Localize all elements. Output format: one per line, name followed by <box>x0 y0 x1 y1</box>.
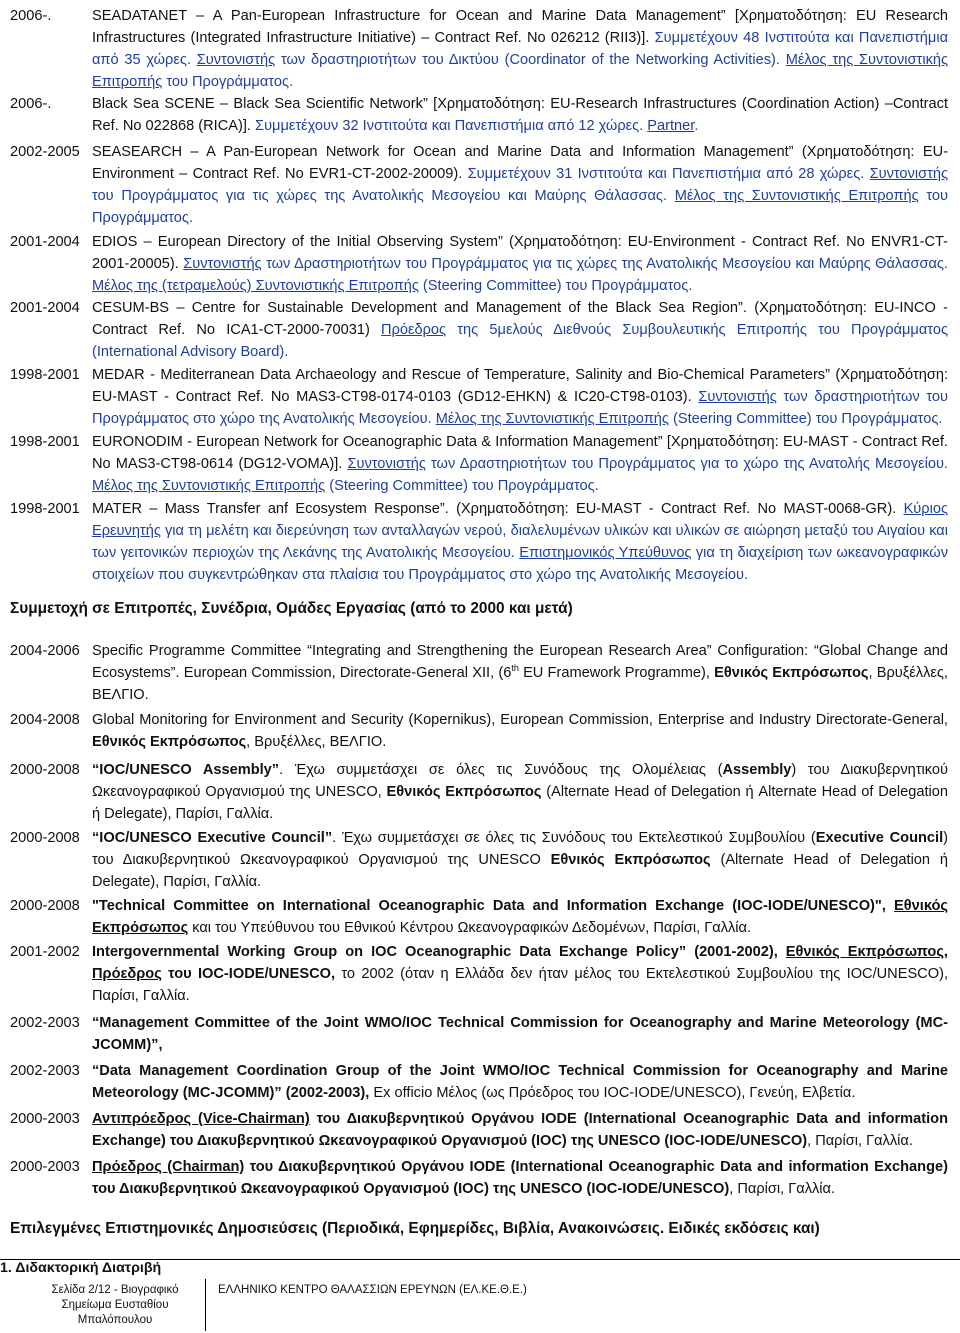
project-period: 2001-2004 <box>10 300 80 316</box>
committee-period: 2004-2006 <box>10 643 80 659</box>
committee-description: “Management Committee of the Joint WMO/IOC Technical Commission for Oceanography and Marine Meteorology (MC-JCOMM)”, <box>92 1015 948 1053</box>
section-heading-publications: Επιλεγμένες Επιστημονικές Δημοσιεύσεις (Περιοδικά, Εφημερίδες, Βιβλία, Ανακοινώσεις. Ειδικές εκδόσεις και) <box>10 1220 820 1237</box>
project-period: 1998-2001 <box>10 434 80 450</box>
committee-entry <box>10 895 948 939</box>
role-label: Κύριος Ερευνητής <box>92 501 948 539</box>
committee-entry <box>10 759 948 825</box>
footer-divider <box>205 1279 206 1331</box>
committee-entry <box>10 827 948 893</box>
role-label: Συντονιστής <box>183 256 262 272</box>
page-footer <box>0 1259 960 1333</box>
role-label: Μέλος της Συντονιστικής Επιτροπής <box>92 52 949 90</box>
project-description: CESUM-BS – Centre for Sustainable Development and Management of the Black Sea Region”. (Χρηματοδότηση: EU-INCO - Contract Ref. No ICA1-CT-2000-70031) Πρόεδρος της 5μελούς Διεθνούς Συμβουλευτικής Επιτροπής του Προγράμματος (International Advisory Board). <box>92 300 948 360</box>
project-entry <box>10 5 948 93</box>
section-heading-committees: Συμμετοχή σε Επιτροπές, Συνέδρια, Ομάδες Εργασίας (από το 2000 και μετά) <box>10 600 573 617</box>
committee-period: 2001-2002 <box>10 944 80 960</box>
project-description: MATER – Mass Transfer anf Ecosystem Response”. (Χρηματοδότηση: EU-MAST - Contract Ref. No MAST-0068-GR). Κύριος Ερευνητής για τη μελέτη και διερεύνηση των ανταλλαγών νερού, διαλελυμένων υλικών και υλικών σε αιώρηση μεταξύ του Αιγαίου και των γειτονικών περιοχών της Λεκάνης της Ανατολικής Μεσογείου. Επιστημονικός Υπεύθυνος για τη διαχείριση των ωκεανογραφικών στοιχείων που συγκεντρώθηκαν στα πλαίσια του Προγράμματος στο χώρο της Ανατολικής Μεσογείου. <box>92 501 948 583</box>
project-description: EDIOS – European Directory of the Initial Observing System” (Χρηματοδότηση: EU-Environment - Contract Ref. No ENVR1-CT-2001-20005). Συντονιστής των Δραστηριοτήτων του Προγράμματος για τις χώρες της Ανατολικής Μεσογείου και Μαύρης Θάλασσας. Μέλος της (τετραμελούς) Συντονιστικής Επιτροπής (Steering Committee) του Προγράμματος. <box>92 234 948 294</box>
project-entry <box>10 141 948 229</box>
committee-entry <box>10 640 948 706</box>
project-period: 1998-2001 <box>10 367 80 383</box>
project-entry <box>10 93 948 137</box>
committee-description: Global Monitoring for Environment and Security (Kopernikus), European Commission, Enterprise and Industry Directorate-General, Εθνικός Εκπρόσωπος, Βρυξέλλες, ΒΕΛΓΙΟ. <box>92 712 948 750</box>
project-description: SEASEARCH – A Pan-European Network for Ocean and Marine Data and Information Management” (Χρηματοδότηση: EU-Environment – Contract Ref. No EVR1-CT-2002-20009). Συμμετέχουν 31 Ινστιτούτα και Πανεπιστήμια από 28 χώρες. Συντονιστής του Προγράμματος για τις χώρες της Ανατολικής Μεσογείου και Μαύρης Θάλασσας. Μέλος της Συντονιστικής Επιτροπής του Προγράμματος. <box>92 144 949 226</box>
committee-entry <box>10 709 948 753</box>
project-entry <box>10 498 948 586</box>
committee-description: “IOC/UNESCO Assembly”. Έχω συμμετάσχει σε όλες τις Συνόδους της Ολομέλειας (Assembly) του Διακυβερνητικού Ωκεανογραφικού Οργανισμού της UNESCO, Εθνικός Εκπρόσωπος (Alternate Head of Delegation ή Alternate Head of Delegation ή Delegate), Παρίσι, Γαλλία. <box>92 762 949 822</box>
committee-period: 2000-2008 <box>10 898 80 914</box>
role-label: Συντονιστής <box>347 456 426 472</box>
committee-description: Specific Programme Committee “Integrating and Strengthening the European Research Area” Configuration: “Global Change and Ecosystems”. European Commission, Directorate-General XII, (6th EU Framework Programme), Εθνικός Εκπρόσωπος, Βρυξέλλες, ΒΕΛΓΙΟ. <box>92 643 948 703</box>
committee-period: 2000-2008 <box>10 830 80 846</box>
role-label: Πρόεδρος <box>381 322 447 338</box>
committee-period: 2000-2003 <box>10 1159 80 1175</box>
project-period: 1998-2001 <box>10 501 80 517</box>
project-period: 2001-2004 <box>10 234 80 250</box>
project-description: Black Sea SCENE – Black Sea Scientific Network” [Χρηματοδότηση: EU-Research Infrastructures (Coordination Action) –Contract Ref. No 022868 (RICA)]. Συμμετέχουν 32 Ινστιτούτα και Πανεπιστήμια από 12 χώρες. Partner. <box>92 96 948 134</box>
committee-description: Αντιπρόεδρος (Vice-Chairman) του Διακυβερνητικού Οργάνου IODE (International Oceanographic Data and information Exchange) του Διακυβερνητικού Ωκεανογραφικού Οργανισμού (IOC) της UNESCO (IOC-IODE/UNESCO), Παρίσι, Γαλλία. <box>92 1111 948 1149</box>
role-label: Συντονιστής <box>196 52 276 68</box>
project-description: SEADATANET – A Pan-European Infrastructure for Ocean and Marine Data Management” [Χρηματοδότηση: EU Research Infrastructures (Integrated Infrastructure Initiative) – Contract Ref. No 026212 (RII3)]. Συμμετέχουν 48 Ινστιτούτα και Πανεπιστήμια από 35 χώρες. Συντονιστής των δραστηριοτήτων του Δικτύου (Coordinator of the Networking Activities). Μέλος της Συντονιστικής Επιτροπής του Προγράμματος. <box>92 8 949 90</box>
project-entry <box>10 431 948 497</box>
committee-entry <box>10 941 948 1007</box>
thesis-heading: 1. Διδακτορική Διατριβή <box>0 1260 162 1276</box>
project-description: EURONODIM - European Network for Oceanographic Data & Information Management” [Χρηματοδότηση: EU-MAST - Contract Ref. No MAS3-CT98-0614 (DG12-VOMA)]. Συντονιστής των Δραστηριοτήτων του Προγράμματος για το χώρο της Ανατολής Μεσογείου. Μέλος της Συντονιστικής Επιτροπής (Steering Committee) του Προγράμματος. <box>92 434 948 494</box>
committee-entry <box>10 1060 948 1104</box>
committee-description: "Technical Committee on International Oceanographic Data and Information Exchange (IOC-IODE/UNESCO)", Εθνικός Εκπρόσωπος και του Υπεύθυνου του Εθνικού Κέντρου Ωκεανογραφικών Δεδομένων, Παρίσι, Γαλλία. <box>92 898 948 936</box>
committee-description: “Data Management Coordination Group of the Joint WMO/IOC Technical Commission for Oceanography and Marine Meteorology (MC-JCOMM)” (2002-2003), Ex officio Μέλος (ως Πρόεδρος του IOC-IODE/UNESCO), Γενεύη, Ελβετία. <box>92 1063 948 1101</box>
project-period: 2006-. <box>10 8 52 24</box>
committee-description: Intergovernmental Working Group on IOC Oceanographic Data Exchange Policy” (2001-2002), Εθνικός Εκπρόσωπος, Πρόεδρος του IOC-IODE/UNESCO, το 2002 (όταν η Ελλάδα δεν ήταν μέλος του Εκτελεστικού Συμβουλίου της IOC/UNESCO), Παρίσι, Γαλλία. <box>92 944 948 1004</box>
project-description: MEDAR - Mediterranean Data Archaeology and Rescue of Temperature, Salinity and Bio-Chemical Parameters” (Χρηματοδότηση: EU-MAST - Contract Ref. No MAS3-CT98-0174-0103 (GD12-EHKN) & IC20-CT98-0103). Συντονιστής των δραστηριοτήτων του Προγράμματος στο χώρο της Ανατολικής Μεσογείου. Μέλος της Συντονιστικής Επιτροπής (Steering Committee) του Προγράμματος. <box>92 367 948 427</box>
committee-entry <box>10 1012 948 1056</box>
project-entry <box>10 231 948 297</box>
project-entry <box>10 297 948 363</box>
committee-period: 2000-2003 <box>10 1111 80 1127</box>
project-period: 2006-. <box>10 96 52 112</box>
role-label: Partner <box>647 118 695 134</box>
committee-entry <box>10 1156 948 1200</box>
footer-page-info: Σελίδα 2/12 - Βιογραφικό Σημείωμα Ευσταθίου Μπαλόπουλου <box>51 1284 179 1326</box>
committee-description: “IOC/UNESCO Executive Council”. Έχω συμμετάσχει σε όλες τις Συνόδους του Εκτελεστικού Συμβουλίου (Executive Council) του Διακυβερνητικού Ωκεανογραφικού Οργανισμού της UNESCO Εθνικός Εκπρόσωπος (Alternate Head of Delegation ή Delegate), Παρίσι, Γαλλία. <box>92 830 949 890</box>
role-label: Μέλος της Συντονιστικής Επιτροπής <box>435 411 669 427</box>
committee-entry <box>10 1108 948 1152</box>
committee-period: 2000-2008 <box>10 762 80 778</box>
committee-period: 2004-2008 <box>10 712 80 728</box>
committee-description: Πρόεδρος (Chairman) του Διακυβερνητικού Οργάνου IODE (International Oceanographic Data and information Exchange) του Διακυβερνητικού Ωκεανογραφικού Οργανισμού (IOC) της UNESCO (IOC-IODE/UNESCO), Παρίσι, Γαλλία. <box>92 1159 948 1197</box>
role-label: Μέλος της Συντονιστικής Επιτροπής <box>674 188 919 204</box>
role-label: Συντονιστής <box>869 166 948 182</box>
project-period: 2002-2005 <box>10 144 80 160</box>
role-label: Συντονιστής <box>698 389 777 405</box>
project-entry <box>10 364 948 430</box>
role-label: Μέλος της Συντονιστικής Επιτροπής <box>92 478 326 494</box>
role-label: Επιστημονικός Υπεύθυνος <box>519 545 692 561</box>
committee-period: 2002-2003 <box>10 1063 80 1079</box>
role-label: Μέλος της (τετραμελούς) Συντονιστικής Επιτροπής <box>92 278 419 294</box>
footer-organization: ΕΛΛΗΝΙΚΟ ΚΕΝΤΡΟ ΘΑΛΑΣΣΙΩΝ ΕΡΕΥΝΩΝ (ΕΛ.ΚΕ.Θ.Ε.) <box>218 1284 527 1296</box>
committee-period: 2002-2003 <box>10 1015 80 1031</box>
